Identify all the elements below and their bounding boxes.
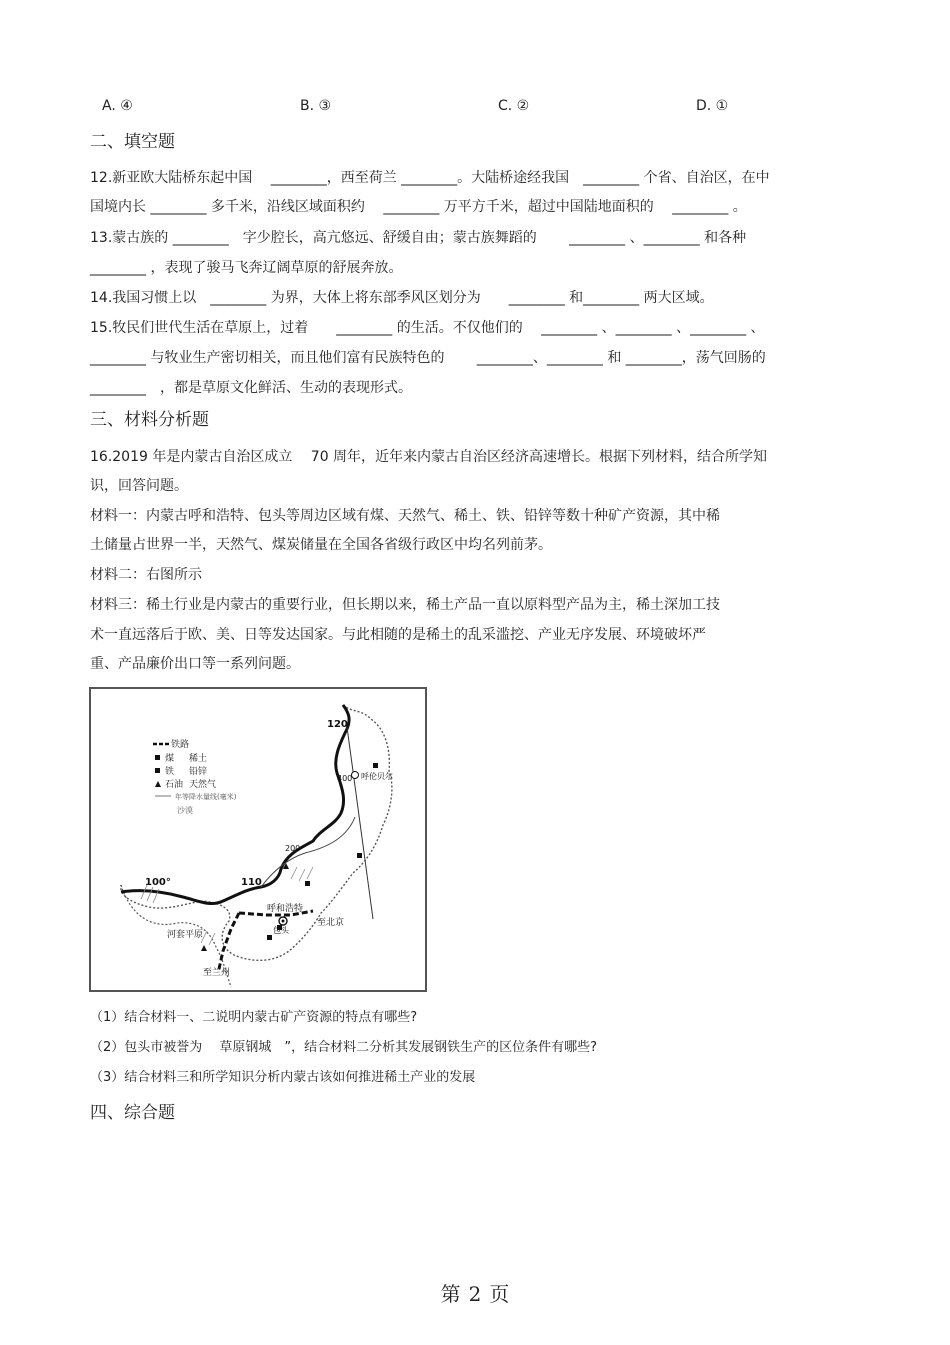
legend-gas: 天然气: [189, 780, 217, 790]
material-1-line-2: 土储量占世界一半，天然气、煤炭储量在全国各省级行政区中均名列前茅。: [90, 537, 552, 553]
isohyet-main-line: [121, 705, 349, 904]
label-p400: 400: [337, 774, 353, 783]
sub-question-3: （3）结合材料三和所学知识分析内蒙古该如何推进稀土产业的发展: [90, 1070, 476, 1085]
legend-railway: 铁路: [171, 740, 190, 750]
legend-isohyet: 年等降水量线(毫米): [175, 793, 237, 801]
label-to-beijing: 至北京: [317, 918, 345, 928]
section-heading-analysis: 三、材料分析题: [90, 410, 209, 430]
legend-oil: 石油: [165, 780, 184, 790]
question-16-line-1: 16.2019 年是内蒙古自治区成立 70 周年，近年来内蒙古自治区经济高速增长。根据下列材料，结合所学知: [90, 449, 768, 465]
coal-marker: [357, 853, 362, 858]
option-d: D. ①: [696, 98, 729, 114]
material-1-line-1: 材料一：内蒙古呼和浩特、包头等周边区域有煤、天然气、稀土、铁、铅锌等数十种矿产资源，其中稀: [90, 508, 720, 524]
question-13-line-2: ________ ，表现了骏马飞奔辽阔草原的舒展奔放。: [90, 260, 403, 276]
question-12-line-1: 12.新亚欧大陆桥东起中国 ________，西至荷兰 ________。大陆桥途经我国 ________ 个省、自治区，在中: [90, 170, 770, 186]
label-p200: 200: [285, 844, 301, 853]
legend-iron-symbol: [155, 768, 160, 773]
material-3-line-2: 术一直远落后于欧、美、日等发达国家。与此相随的是稀土的乱采滥挖、产业无序发展、环境破坏严: [90, 627, 706, 643]
section-heading-fill: 二、填空题: [90, 132, 175, 152]
question-15-line-3: ________ ，都是草原文化鲜活、生动的表现形式。: [90, 380, 412, 396]
sub-question-1: （1）结合材料一、二说明内蒙古矿产资源的特点有哪些?: [90, 1010, 418, 1025]
page-footer: [0, 1278, 950, 1307]
isohyet-200: [261, 853, 305, 887]
oil-marker: [201, 945, 207, 951]
material-3-line-1: 材料三：稀土行业是内蒙古的重要行业，但长期以来，稀土产品一直以原料型产品为主，稀土深加工技: [90, 597, 720, 613]
legend-rare-earth: 稀土: [189, 754, 208, 764]
coal-marker: [305, 881, 310, 886]
footer-suffix: 页: [489, 1282, 510, 1306]
legend-iron: 铁: [165, 767, 175, 777]
coal-marker: [373, 763, 378, 768]
hulunbuir-marker: [352, 772, 359, 779]
label-lon-110: 110: [241, 877, 262, 888]
page-number: 2: [468, 1282, 482, 1306]
question-14: 14.我国习惯上以 ________ 为界，大体上将东部季风区划分为 ________ 和________ 两大区域。: [90, 290, 714, 306]
label-hulunbuir: 呼伦贝尔: [361, 772, 393, 781]
material-2: 材料二：右图所示: [90, 567, 202, 583]
option-a: A. ④: [102, 98, 133, 114]
legend-desert: 沙漠: [177, 806, 193, 815]
legend-coal-symbol: [155, 755, 160, 760]
question-15-line-2: ________ 与牧业生产密切相关，而且他们富有民族特色的 ________、________ 和 ________，荡气回肠的: [90, 350, 766, 366]
question-15-line-1: 15.牧民们世代生活在草原上，过着 ________ 的生活。不仅他们的 ________ 、________ 、________ 、: [90, 320, 765, 336]
material-3-line-3: 重、产品廉价出口等一系列问题。: [90, 656, 300, 672]
legend-oil-symbol: [155, 781, 161, 787]
question-12-line-2: 国境内长 ________ 多千米，沿线区域面积约 ________ 万平方千米，超过中国陆地面积的 ________ 。: [90, 199, 747, 215]
label-lon-100: 100°: [145, 877, 171, 888]
question-13-line-1: 13.蒙古族的 ________ 字少腔长，高亢悠远、舒缓自由；蒙古族舞蹈的 ________ 、________ 和各种: [90, 230, 747, 246]
question-16-line-2: 识，回答问题。: [90, 478, 188, 494]
label-to-lanzhou: 至兰州: [203, 968, 231, 978]
legend-lead-zinc: 铅锌: [189, 767, 208, 777]
map-legend: [153, 738, 237, 815]
iron-marker: [267, 935, 272, 940]
isohyet-400: [305, 817, 355, 853]
label-lon-120: 120: [327, 719, 348, 730]
meridian-line: [347, 727, 373, 919]
option-b: B. ③: [300, 98, 332, 114]
legend-coal: 煤: [165, 754, 175, 764]
label-baotou: 包头: [273, 926, 289, 935]
option-c: C. ②: [498, 98, 530, 114]
city-marker-dot: [282, 920, 285, 923]
label-hohhot: 呼和浩特: [267, 904, 304, 914]
sub-question-2: （2）包头市被誉为 草原钢城 ”，结合材料二分析其发展钢铁生产的区位条件有哪些?: [90, 1040, 598, 1055]
label-hetao: 河套平原: [167, 930, 204, 940]
section-heading-comprehensive: 四、综合题: [90, 1103, 175, 1123]
inner-mongolia-map: [89, 687, 427, 992]
footer-prefix: 第: [440, 1282, 461, 1306]
map-svg: [91, 689, 425, 990]
